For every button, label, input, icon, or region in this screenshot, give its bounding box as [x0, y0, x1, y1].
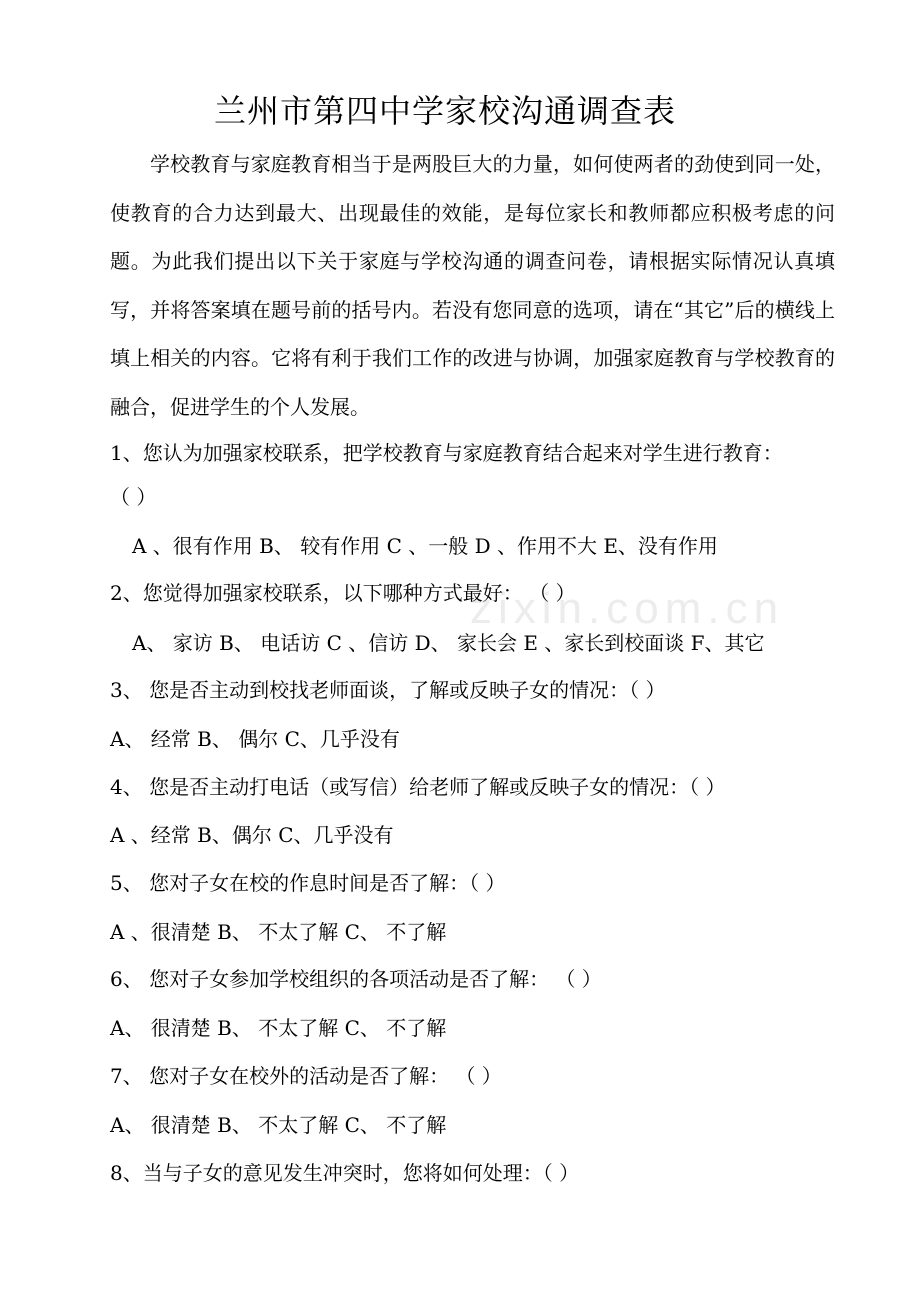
- question-6-text: 6、 您对子女参加学校组织的各项活动是否了解： （ ）: [110, 967, 602, 991]
- question-4-text: 4、 您是否主动打电话（或写信）给老师了解或反映子女的情况：（ ）: [110, 775, 726, 799]
- question-5-text: 5、 您对子女在校的作息时间是否了解：（ ）: [110, 871, 506, 895]
- question-6-options: A、 很清楚 B、 不太了解 C、 不了解: [110, 1016, 447, 1040]
- question-8-text: 8、当与子女的意见发生冲突时，您将如何处理：（ ）: [110, 1161, 580, 1185]
- watermark: zixin.com.cn: [470, 584, 785, 633]
- question-7-options: A、 很清楚 B、 不太了解 C、 不了解: [110, 1113, 447, 1137]
- question-7-text: 7、 您对子女在校外的活动是否了解： （ ）: [110, 1064, 502, 1088]
- question-4-options: A 、经常 B、偶尔 C、几乎没有: [110, 823, 394, 847]
- question-2-options: A、 家访 B、 电话访 C 、信访 D、 家长会 E 、家长到校面谈 F、其它: [132, 631, 765, 655]
- question-3-options: A、 经常 B、 偶尔 C、几乎没有: [110, 727, 400, 751]
- question-3-text: 3、 您是否主动到校找老师面谈，了解或反映子女的情况：（ ）: [110, 678, 666, 702]
- question-1-options: A 、很有作用 B、 较有作用 C 、一般 D 、作用不大 E、没有作用: [132, 534, 718, 558]
- question-1-text: 1、您认为加强家校联系，把学校教育与家庭教育结合起来对学生进行教育：: [110, 441, 783, 465]
- page-title: 兰州市第四中学家校沟通调查表: [213, 92, 676, 130]
- question-1-answer-blank: （ ）: [110, 485, 157, 509]
- question-2-text: 2、您觉得加强家校联系，以下哪种方式最好： （ ）: [110, 581, 576, 605]
- question-5-options: A 、很清楚 B、 不太了解 C、 不了解: [110, 920, 447, 944]
- intro-paragraph: 学校教育与家庭教育相当于是两股巨大的力量，如何使两者的劲使到同一处，使教育的合力达到最大、出现最佳的效能，是每位家长和教师都应积极考虑的问题。为此我们提出以下关于家庭与学校沟通的调查问卷，请根据实际情况认真填写，并将答案填在题号前的括号内。若没有您同意的选项，请在“其它”后的横线上填上相关的内容。它将有利于我们工作的改进与协调，加强家庭教育与学校教育的融合，促进学生的个人发展。: [110, 152, 835, 419]
